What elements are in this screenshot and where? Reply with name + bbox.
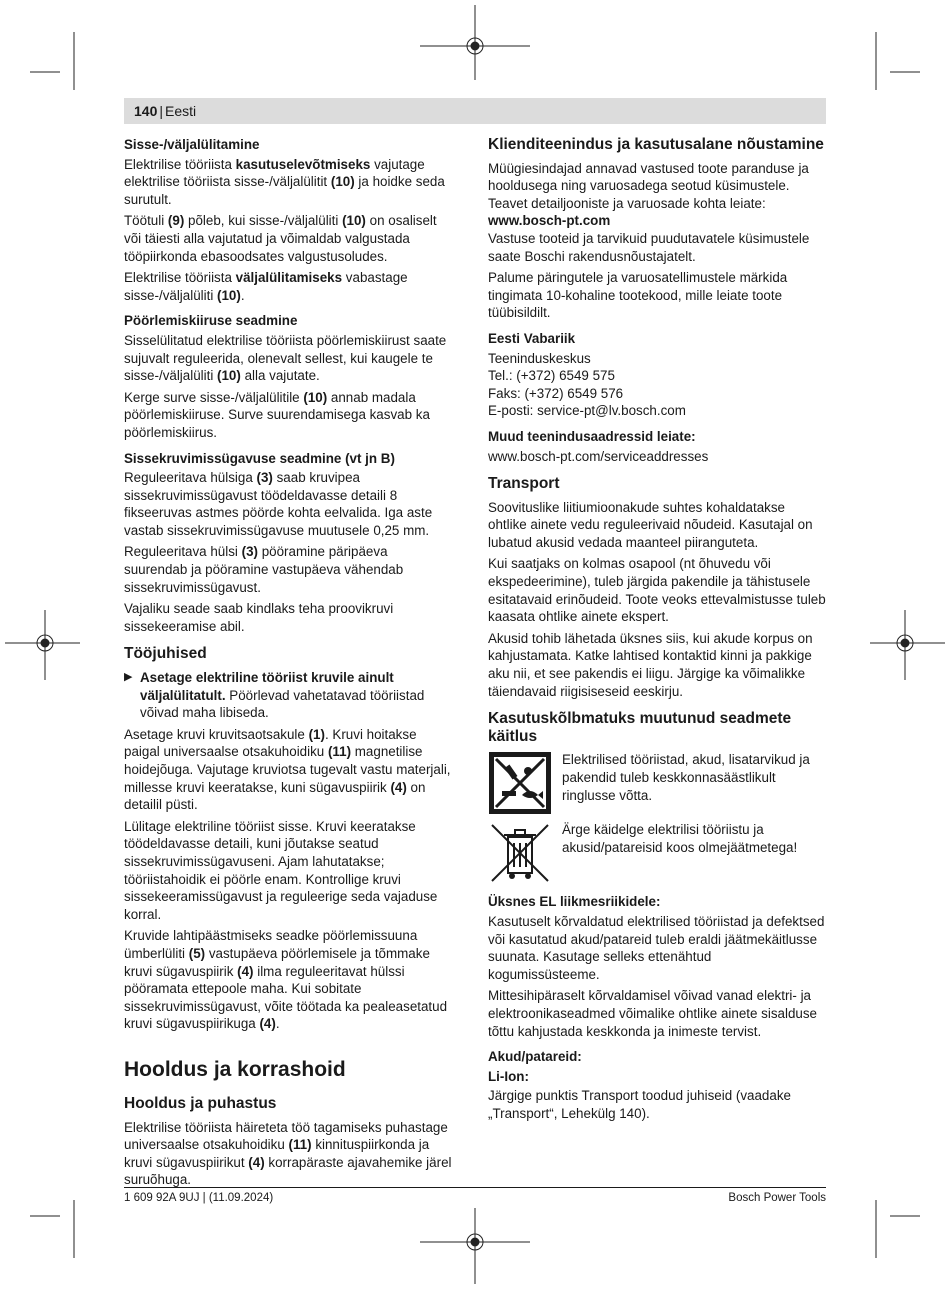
text: saab kruvipea sissekruvimissügavust töödeldavasse detaili 8 fikseeruvas astmes pöörde kohta eelvalida. Iga aste vastab sissekruvimissügavuse muutusele 0,25 mm. — [124, 470, 433, 538]
section-maintenance — [124, 1057, 454, 1189]
header-separator: | — [159, 103, 163, 119]
text: Sisselülitatud elektrilise tööriista pöörlemiskiirust saate sujuvalt reguleerida, olenevalt sellest, kui kaugele te sisse-/väljalüliti — [124, 332, 447, 384]
text: Kerge surve sisse-/väljalülitile — [124, 389, 304, 405]
paragraph — [124, 156, 454, 209]
text: ja hoidke seda surutult. — [124, 174, 445, 207]
ref-number: (10) — [342, 213, 366, 229]
text: põleb, kui sisse-/väljalüliti — [184, 213, 343, 229]
text: vastupäeva pöörlemisele ja tõmmake kruvi sügavuspiirik — [124, 945, 430, 979]
heading-country: Eesti Vabariik — [488, 330, 576, 346]
contact-fax: Faks: (+372) 6549 576 — [488, 385, 624, 401]
paragraph — [124, 212, 454, 265]
text: Asetage kruvi kruvitsaotsakule — [124, 726, 309, 742]
section-depth — [124, 450, 454, 636]
paragraph: Akusid tohib lähetada üksnes siis, kui akude korpus on kahjustamata. Katke lahtised kontaktid kinni ja pakkige aku nii, et see pakendis ei liigu. Järgige ka võimalikke täiendavaid riigisiseseid eeskirju. — [488, 630, 813, 699]
paragraph: Järgige punktis Transport toodud juhiseid (vaadake „Transport“, Lehekülg 140). — [488, 1088, 791, 1121]
text: ilma reguleeritavat hülssi pööramata ettepoole maha. Kui sobitate sissekruvimissügavust, võite töötada ka pealeasetatud kruvi sügavuspiirikuga — [124, 963, 448, 1032]
ref-number: (11) — [288, 1137, 312, 1153]
paragraph: Kui saatjaks on kolmas osapool (nt õhuvedu või ekspedeerimine), tuleb järgida pakendile ja tähistusele esitatavaid erinõudeid. Toote veoks ettevalmistusse tuleb kaasata ohtlike ainete ekspert. — [488, 556, 826, 625]
left-column — [124, 136, 454, 1197]
text: Pöörlevad vahetatavad tööriistad võivad maha libiseda. — [140, 687, 425, 721]
paragraph: Soovituslike liitiumioonakude suhtes kohaldatakse ohtlike ainete vedu reguleerivaid nõudeid. Kasutajal on lubatud akusid vedada maanteel piiranguteta. — [488, 499, 813, 550]
paragraph — [124, 332, 454, 385]
text: . Kruvi hoitakse paigal universaalse otsakuhoidiku — [124, 726, 417, 760]
text: on osaliselt või täiesti alla vajutatud ja võimaldab valgustada tööpiirkonda ebasoodsates valgustusoludes. — [124, 213, 437, 264]
section-onoff — [124, 136, 454, 304]
footer-document-id: 1 609 92A 9UJ | (11.09.2024) — [124, 1192, 274, 1204]
text: on detailil püsti. — [124, 779, 426, 813]
ref-number: (10) — [330, 174, 355, 190]
disposal-text: Ärge käidelge elektrilisi tööriistu ja akusid/patareisid koos olmejäätmetega! — [562, 822, 798, 855]
heading-speed: Pöörlemiskiiruse seadmine — [124, 313, 298, 329]
disposal-item — [488, 821, 826, 885]
heading-disposal: Kasutuskõlbmatuks muutunud seadmete käitlus — [488, 710, 792, 745]
recycling-symbol-icon — [488, 751, 552, 815]
paragraph — [124, 726, 454, 814]
ref-number: (5) — [188, 945, 206, 961]
ref-number: (4) — [390, 779, 407, 795]
page-number: 140 — [134, 103, 158, 119]
paragraph: Palume päringutele ja varuosatellimustele märkida tingimata 10-kohaline tootekood, mille leiate toote tüübisildilt. — [488, 270, 788, 321]
section-transport — [488, 475, 826, 700]
text-bold: väljalülitamiseks — [235, 270, 343, 286]
text-bold: Asetage elektriline tööriist kruvile ainult väljalülitatult. — [140, 670, 394, 703]
text: Elektrilise tööriista — [124, 270, 236, 286]
section-eu — [488, 893, 826, 1040]
page-header — [134, 103, 196, 119]
crossed-bin-icon — [488, 821, 552, 885]
section-tips — [124, 645, 454, 1032]
text: vabastage sisse-/väljalüliti — [124, 270, 408, 303]
ref-number: (10) — [303, 389, 328, 405]
ref-number: (4) — [259, 1016, 276, 1032]
text: korrapäraste ajavahemike järel suruõhuga. — [124, 1154, 452, 1188]
section-contact — [488, 330, 826, 420]
paragraph: Mittesihipäraselt kõrvaldamisel võivad vanad elektri- ja elektroonikaseadmed võimalike ohtlike ainete sisalduse tõttu kahjustada keskkonda ja inimeste tervist. — [488, 988, 817, 1039]
ref-number: (10) — [217, 287, 241, 303]
ref-number: (10) — [217, 368, 241, 384]
ref-number: (1) — [308, 726, 325, 742]
ref-number: (9) — [167, 213, 185, 229]
service-addresses-url: www.bosch-pt.com/serviceaddresses — [488, 448, 709, 464]
subheading-li-ion: Li-Ion: — [488, 1068, 529, 1084]
ref-number: (11) — [327, 744, 352, 760]
paragraph — [124, 389, 454, 442]
text: Elektrilise tööriista häireteta töö tagamiseks puhastage universaalse otsakuhoidiku — [124, 1119, 448, 1153]
heading-other-addresses: Muud teenindusaadressid leiate: — [488, 428, 696, 444]
ref-number: (3) — [241, 544, 258, 560]
paragraph: Vajaliku seade saab kindlaks teha proovikruvi sissekeeramise abil. — [124, 601, 394, 634]
text: . — [275, 1016, 280, 1032]
paragraph — [124, 543, 454, 596]
text: Töötuli — [124, 213, 168, 229]
text: Kruvide lahtipäästmiseks seadke pöörlemissuuna ümberlüliti — [124, 928, 418, 961]
triangle-bullet-icon: ▶ — [124, 671, 133, 684]
section-disposal — [488, 710, 826, 885]
contact-line: Teeninduskeskus — [488, 350, 591, 366]
text: annab madala pöörlemiskiiruse. Surve suurendamisega kasvab ka pöörlemiskiirus. — [124, 389, 430, 440]
text: Elektrilise tööriista — [124, 156, 236, 172]
footer-brand: Bosch Power Tools — [728, 1192, 826, 1204]
text: kinnituspiirkonda ja kruvi sügavuspiirikut — [124, 1137, 430, 1170]
heading-service: Klienditeenindus ja kasutusalane nõustamine — [488, 136, 824, 153]
paragraph: Lülitage elektriline tööriist sisse. Kruvi keeratakse töödeldavasse detaili, kuni jõutakse seatud sissekruvimissügavuseni. Ajam lahutatakse; tööriistahoidik ei pöörle enam. Kontrollige kruvi sissekeeramissügavust ja reguleerige seda vajaduse korral. — [124, 818, 438, 922]
paragraph: Vastuse tooteid ja tarvikuid puudutavatele küsimustele saate Boschi rakendusnõustajatelt. — [488, 230, 810, 264]
right-column — [488, 136, 826, 1131]
header-bar — [124, 98, 826, 124]
text: alla vajutate. — [240, 368, 320, 384]
paragraph — [124, 1119, 454, 1189]
text: . — [240, 287, 245, 303]
heading-depth: Sissekruvimissügavuse seadmine (vt jn B) — [124, 450, 395, 466]
text: magnetilise hoidejõuga. Vajutage kruviotsa tugevalt vastu materjali, millesse kruvi keeratakse, kuni sügavuspiirik — [124, 744, 451, 795]
text: vajutage elektrilise tööriista sisse-/väljalülitit — [124, 156, 425, 190]
page-language: Eesti — [165, 103, 197, 119]
text-bold: kasutuselevõtmiseks — [235, 156, 371, 172]
section-speed — [124, 312, 454, 441]
ref-number: (4) — [237, 963, 254, 979]
paragraph — [124, 269, 454, 304]
paragraph — [124, 469, 454, 539]
text: pööramine päripäeva suurendab ja pööramine vastupäeva vähendab sissekruvimissügavust. — [124, 544, 404, 595]
footer-rule — [124, 1187, 826, 1188]
heading-onoff: Sisse-/väljalülitamine — [124, 137, 260, 152]
section-batteries — [488, 1048, 826, 1122]
heading-batteries: Akud/patareid: — [488, 1049, 582, 1065]
contact-phone: Tel.: (+372) 6549 575 — [488, 368, 615, 384]
warning-bullet — [124, 669, 454, 722]
heading-transport: Transport — [488, 475, 560, 493]
contact-email: E-posti: service-pt@lv.bosch.com — [488, 403, 686, 419]
ref-number: (3) — [256, 470, 273, 486]
heading-tips: Tööjuhised — [124, 645, 207, 663]
paragraph — [124, 927, 454, 1033]
subheading-cleaning: Hooldus ja puhastus — [124, 1094, 277, 1112]
section-other-addresses — [488, 428, 826, 465]
heading-eu: Üksnes EL liikmesriikidele: — [488, 894, 661, 910]
section-service — [488, 136, 826, 322]
text: Reguleeritava hülsi — [124, 544, 242, 560]
paragraph: Kasutuselt kõrvaldatud elektrilised tööriistad ja defektsed või kasutatud akud/patareid tuleb eraldi jäätmekäitlusse suunata. Kasutage selleks ettenähtud kogumissüsteeme. — [488, 914, 825, 982]
paragraph: Müügiesindajad annavad vastused toote paranduse ja hooldusega ning varuosadega seotud küsimustele. Teavet detailjooniste ja varuosade kohta leiate: — [488, 160, 809, 211]
disposal-text: Elektrilised tööriistad, akud, lisatarvikud ja pakendid tuleb keskkonnasäästlikult ringlusse võtta. — [562, 752, 810, 803]
service-url: www.bosch-pt.com — [488, 213, 611, 229]
disposal-item — [488, 751, 826, 815]
ref-number: (4) — [248, 1154, 265, 1170]
text: Reguleeritava hülsiga — [124, 470, 257, 486]
heading-maintenance: Hooldus ja korrashoid — [124, 1057, 346, 1081]
